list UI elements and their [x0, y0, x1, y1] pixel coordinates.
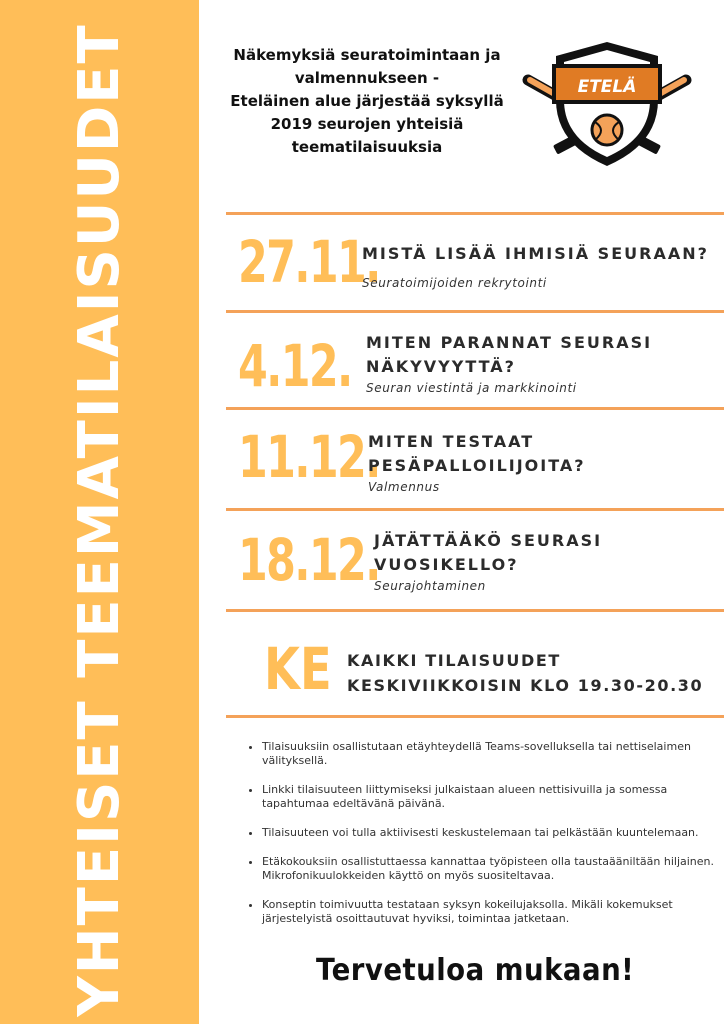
divider: [226, 715, 724, 718]
list-item: • Konseptin toimivuutta testataan syksyn kokeilujaksolla. Mikäli kokemukset järjestelyistä osoittautuvat hyviksi, toimintaa jatketaan.: [262, 898, 724, 926]
event-date: 27.11.: [238, 228, 380, 296]
info-list: [236, 740, 724, 941]
sidebar-title: YHTEISET TEEMATILAISUUDET: [67, 23, 132, 1017]
list-item: • Tilaisuuksiin osallistutaan etäyhteydellä Teams-sovelluksella tai nettiselaimen välityksellä.: [262, 740, 724, 768]
event-title: MITEN PARANNAT SEURASI: [366, 333, 653, 352]
intro-line: Näkemyksiä seuratoimintaan ja: [233, 46, 501, 64]
list-item: • Linkki tilaisuuteen liittymiseksi julkaistaan alueen nettisivuilla ja somessa tapahtumaa edeltävänä päivänä.: [262, 783, 724, 811]
event-subtitle: Seuratoimijoiden rekrytointi: [362, 276, 547, 290]
sidebar-panel: [0, 0, 199, 1024]
event-title: MITEN TESTAAT: [368, 432, 535, 451]
event-title: MISTÄ LISÄÄ IHMISIÄ SEURAAN?: [362, 244, 709, 263]
schedule-line: KESKIVIIKKOISIN KLO 19.30-20.30: [347, 676, 704, 695]
logo-label: ETELÄ: [577, 77, 637, 97]
intro-line: 2019 seurojen yhteisiä: [270, 115, 464, 133]
event-date: 11.12.: [238, 423, 380, 491]
list-item: • Tilaisuuteen voi tulla aktiivisesti keskustelemaan tai pelkästään kuuntelemaan.: [262, 826, 724, 840]
event-item: [226, 410, 724, 508]
event-title: JÄTÄTTÄÄKÖ SEURASI: [374, 531, 603, 550]
event-title: VUOSIKELLO?: [374, 555, 519, 574]
event-subtitle: Seurajohtaminen: [374, 579, 486, 593]
event-subtitle: Valmennus: [368, 480, 440, 494]
divider: [226, 609, 724, 612]
event-date: 4.12.: [238, 332, 352, 400]
event-item: [226, 215, 724, 310]
event-item: [226, 511, 724, 609]
welcome-text: Tervetuloa mukaan!: [316, 953, 635, 988]
schedule-text: [347, 648, 703, 698]
intro-line: teematilaisuuksia: [291, 138, 443, 156]
baseball-shield-icon: [520, 38, 694, 168]
schedule-line: KAIKKI TILAISUUDET: [347, 651, 561, 670]
intro-text: [222, 44, 512, 159]
event-item: [226, 313, 724, 407]
intro-line: valmennukseen -: [294, 69, 440, 87]
list-item: • Etäkokouksiin osallistuttaessa kannattaa työpisteen olla taustaääniltään hiljainen. Mikrofonikuulokkeiden käyttö on myös suositeltavaa.: [262, 855, 724, 883]
event-subtitle: Seuran viestintä ja markkinointi: [366, 381, 577, 395]
intro-line: Eteläinen alue järjestää syksyllä: [230, 92, 504, 110]
event-title: PESÄPALLOILIJOITA?: [368, 456, 586, 475]
schedule-day: KE: [264, 635, 332, 703]
event-title: NÄKYVYYTTÄ?: [366, 357, 516, 376]
event-date: 18.12.: [238, 526, 380, 594]
